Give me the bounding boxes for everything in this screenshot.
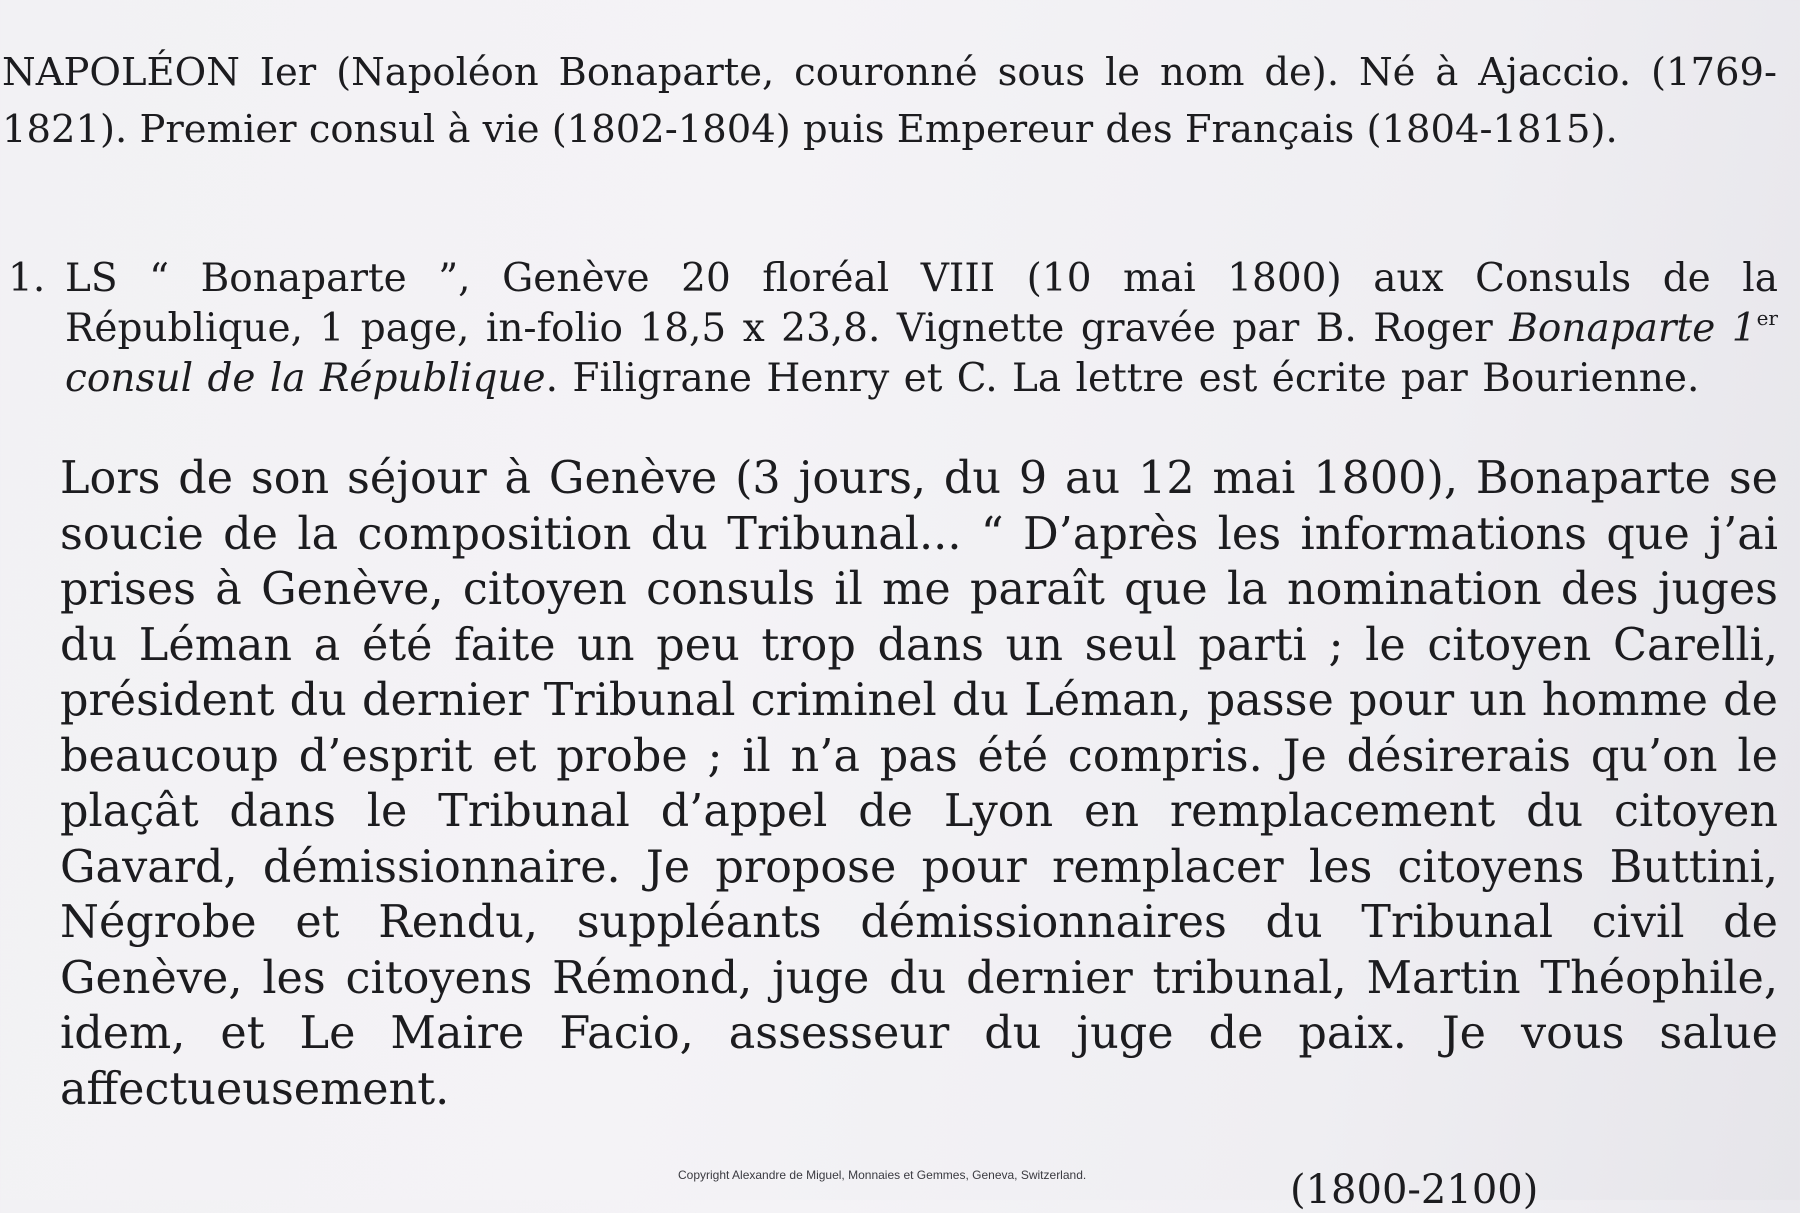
entry-description-text-end: . Filigrane Henry et C. La lettre est écrite par Bourienne. <box>545 356 1700 401</box>
entry-description-text: LS “ Bonaparte ”, Genève 20 floréal VIII (10 mai 1800) aux Consuls de la République, 1 page, in-folio 18,5 x 23,8. Vignette gravée par B. Roger <box>65 256 1778 351</box>
copyright-notice: Copyright Alexandre de Miguel, Monnaies et Gemmes, Geneva, Switzerland. <box>678 1168 1087 1182</box>
vignette-title-superscript: er <box>1756 306 1778 330</box>
cutoff-text-line <box>1290 1167 1590 1213</box>
entry-letter-text: Lors de son séjour à Genève (3 jours, du 9 au 12 mai 1800), Bonaparte se soucie de la composition du Tribunal... “ D’après les informations que j’ai prises à Genève, citoyen consuls il me paraît que la nomination des juges du Léman a été faite un peu trop dans un seul parti ; le citoyen Carelli, président du dernier Tribunal criminel du Léman, passe pour un homme de beaucoup d’esprit et probe ; il n’a pas été compris. Je désirerais qu’on le plaçât dans le Tribunal d’appel de Lyon en remplacement du citoyen Gavard, démissionnaire. Je propose pour remplacer les citoyens Buttini, Négrobe et Rendu, suppléants démissionnaires du Tribunal civil de Genève, les citoyens Rémond, juge du dernier tribunal, Martin Théophile, idem, et Le Maire Facio, assesseur du juge de paix. Je vous salue affectueusement. <box>60 453 1778 1115</box>
vignette-title-a: Bonaparte 1 <box>1509 306 1757 351</box>
entry-description <box>65 254 1778 404</box>
catalog-entry <box>8 254 1778 1117</box>
vignette-title-b: consul de la République <box>65 356 546 401</box>
header-paragraph: NAPOLÉON Ier (Napoléon Bonaparte, couronné sous le nom de). Né à Ajaccio. (1769-1821). Premier consul à vie (1802-1804) puis Empereur des Français (1804-1815). <box>2 50 1777 152</box>
cutoff-text: (1800-2100) <box>1290 1167 1539 1213</box>
entry-number: 1. <box>8 256 46 301</box>
